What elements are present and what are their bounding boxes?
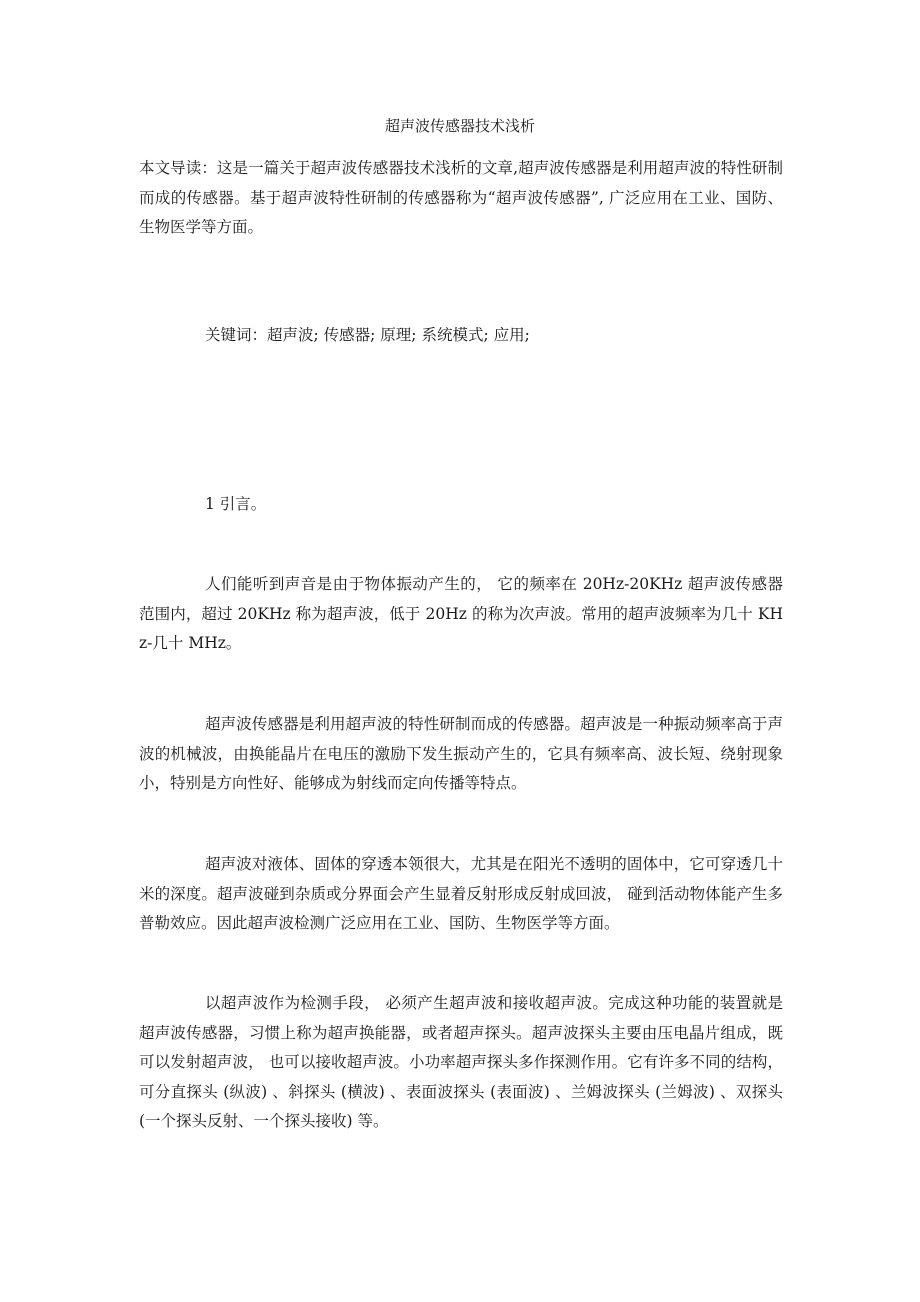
body-paragraph: 人们能听到声音是由于物体振动产生的， 它的频率在 20Hz-20KHz 超声波传感器范围内，超过 20KHz 称为超声波，低于 20Hz 的称为次声波。常用的超声波频率为几十 KHz-几十 MHz。 <box>139 575 783 652</box>
section-heading: 1 引言。 <box>205 495 267 513</box>
body-paragraph: 超声波传感器是利用超声波的特性研制而成的传感器。超声波是一种振动频率高于声波的机械波，由换能晶片在电压的激励下发生振动产生的，它具有频率高、波长短、绕射现象小，特别是方向性好、能够成为射线而定向传播等特点。 <box>139 715 783 792</box>
body-paragraph: 超声波对液体、固体的穿透本领很大，尤其是在阳光不透明的固体中，它可穿透几十米的深度。超声波碰到杂质或分界面会产生显着反射形成反射成回波， 碰到活动物体能产生多普勒效应。因此超声波检测广泛应用在工业、国防、生物医学等方面。 <box>139 855 783 932</box>
document-title: 超声波传感器技术浅析 <box>384 117 535 135</box>
body-paragraph: 以超声波作为检测手段， 必须产生超声波和接收超声波。完成这种功能的装置就是超声波传感器，习惯上称为超声换能器，或者超声探头。超声波探头主要由压电晶片组成，既可以发射超声波， 也可以接收超声波。小功率超声探头多作探测作用。它有许多不同的结构，可分直探头 (纵波) 、斜探头 (横波) 、表面波探头 (表面波) 、兰姆波探头 (兰姆波) 、双探头 (一个探头反射、一个探头接收) 等。 <box>139 994 783 1130</box>
keywords-line: 关键词：超声波; 传感器; 原理; 系统模式; 应用; <box>205 326 530 344</box>
abstract-paragraph: 本文导读：这是一篇关于超声波传感器技术浅析的文章,超声波传感器是利用超声波的特性研制而成的传感器。基于超声波特性研制的传感器称为“超声波传感器”, 广泛应用在工业、国防、生物医学等方面。 <box>139 159 783 236</box>
